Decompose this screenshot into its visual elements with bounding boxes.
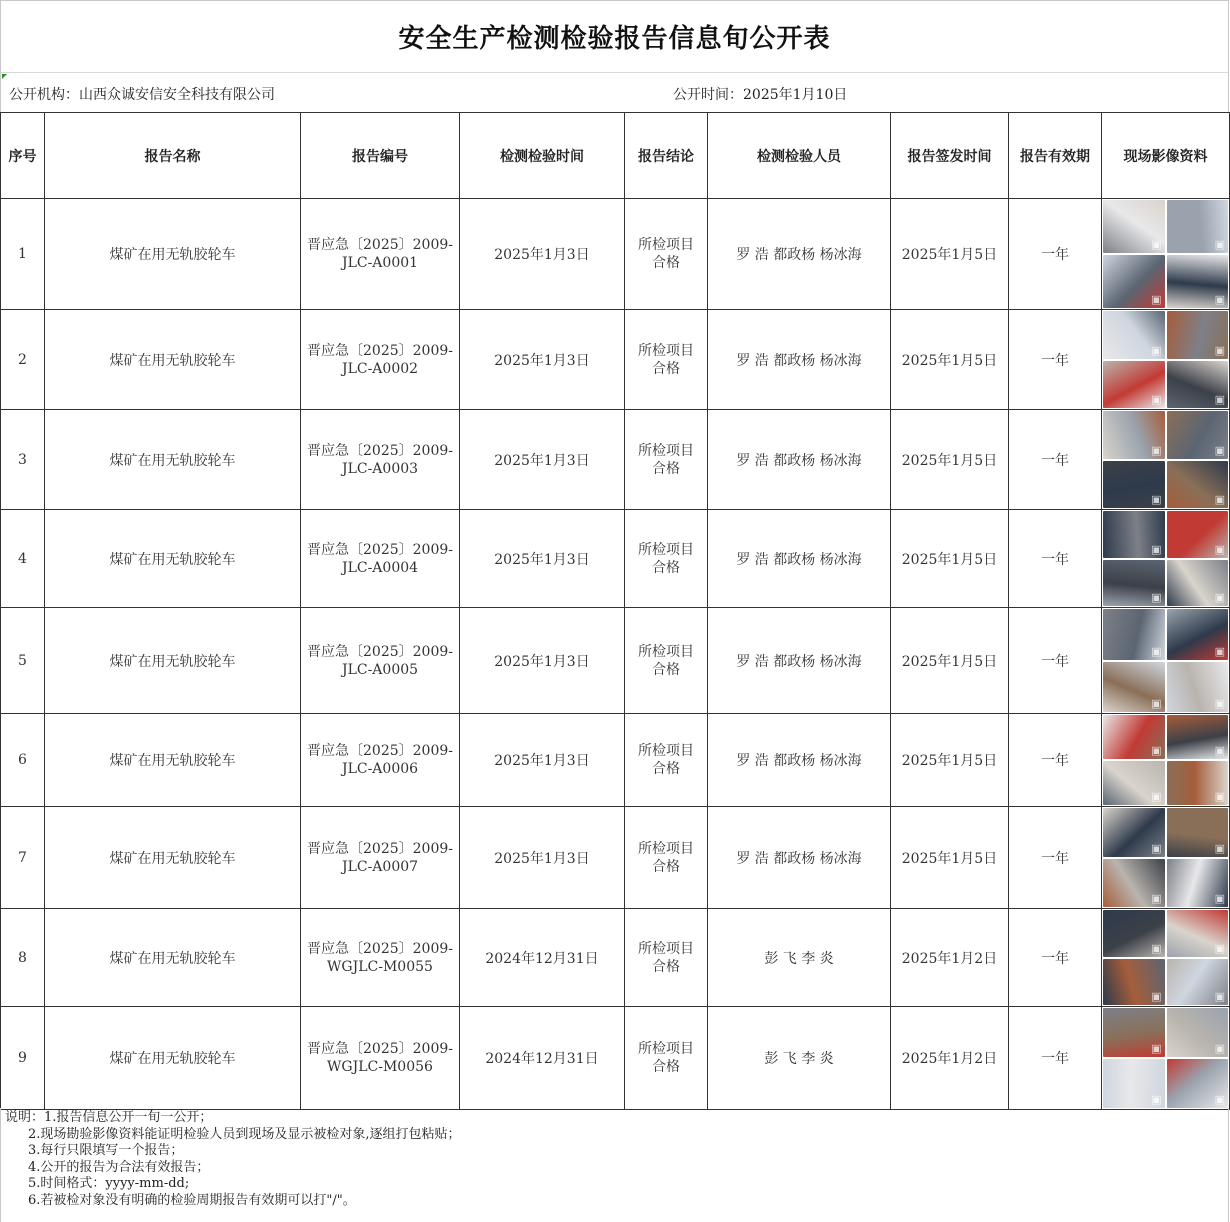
- table-row: [1, 410, 1230, 510]
- conclusion-line-1: 所检项目: [638, 342, 694, 359]
- report-code-line-1: 晋应急〔2025〕2009-: [307, 743, 453, 759]
- row-no: 6: [1, 714, 45, 807]
- site-photo[interactable]: [1167, 959, 1229, 1006]
- row-conclusion: [625, 410, 708, 510]
- row-photos: [1102, 714, 1230, 807]
- photo-icon: ▣: [1214, 892, 1225, 905]
- publish-time-label: 公开时间：: [673, 87, 743, 103]
- conclusion-line-2: 合格: [652, 858, 680, 875]
- table-header-row: [1, 113, 1230, 199]
- site-photo[interactable]: [1167, 411, 1229, 459]
- report-code-line-1: 晋应急〔2025〕2009-: [307, 1041, 453, 1057]
- photo-icon: ▣: [1151, 1042, 1162, 1055]
- conclusion-line-2: 合格: [652, 958, 680, 975]
- photo-icon: ▣: [1151, 892, 1162, 905]
- note-line: 3.每行只限填写一个报告；: [28, 1143, 184, 1158]
- photo-icon: ▣: [1151, 644, 1162, 658]
- row-report-code: [301, 199, 460, 310]
- conclusion-line-2: 合格: [652, 1059, 680, 1075]
- row-report-name: 煤矿在用无轨胶轮车: [45, 510, 301, 608]
- row-report-name: 煤矿在用无轨胶轮车: [45, 199, 301, 310]
- row-validity: 一年: [1009, 1007, 1102, 1110]
- publish-org-name: 山西众诚安信安全科技有限公司: [79, 87, 275, 103]
- row-issue-date: 2025年1月2日: [891, 1007, 1009, 1110]
- site-photo[interactable]: [1103, 808, 1165, 857]
- row-report-code: [301, 1007, 460, 1110]
- site-photo[interactable]: [1103, 662, 1165, 713]
- conclusion-line-1: 所检项目: [638, 940, 694, 957]
- photo-collage: [1102, 714, 1229, 806]
- conclusion-line-1: 所检项目: [638, 442, 694, 459]
- site-photo[interactable]: [1103, 511, 1165, 558]
- row-photos: [1102, 310, 1230, 410]
- photo-icon: ▣: [1214, 393, 1225, 406]
- row-no: 7: [1, 807, 45, 909]
- conclusion-line-1: 所检项目: [638, 237, 694, 253]
- row-report-code: [301, 909, 460, 1007]
- photo-icon: ▣: [1214, 1042, 1225, 1055]
- report-code-line-2: JLC-A0006: [341, 761, 419, 777]
- note-line: 6.若被检对象没有明确的检验周期报告有效期可以打"/"。: [28, 1192, 356, 1208]
- table-row: [1, 714, 1230, 807]
- report-code-line-1: 晋应急〔2025〕2009-: [307, 442, 453, 459]
- site-photo[interactable]: [1103, 959, 1165, 1006]
- report-code-line-1: 晋应急〔2025〕2009-: [307, 940, 453, 957]
- site-photo[interactable]: [1103, 761, 1165, 805]
- photo-icon: ▣: [1151, 591, 1162, 604]
- note-line: 4.公开的报告为合法有效报告；: [28, 1159, 210, 1175]
- row-no: 9: [1, 1007, 45, 1110]
- row-test-date: 2025年1月3日: [460, 310, 625, 410]
- row-report-name: 煤矿在用无轨胶轮车: [45, 608, 301, 714]
- row-test-date: 2025年1月3日: [460, 714, 625, 807]
- row-photos: [1102, 410, 1230, 510]
- site-photo[interactable]: [1167, 609, 1229, 660]
- row-photos: [1102, 608, 1230, 714]
- row-report-code: [301, 510, 460, 608]
- conclusion-line-2: 合格: [652, 460, 680, 477]
- row-photos: [1102, 909, 1230, 1007]
- photo-icon: ▣: [1151, 744, 1162, 757]
- note-line: 2.现场勘验影像资料能证明检验人员到现场及显示被检对象,逐组打包粘贴；: [28, 1126, 461, 1142]
- photo-collage: [1102, 909, 1229, 1006]
- row-conclusion: [625, 510, 708, 608]
- row-no: 2: [1, 310, 45, 410]
- conclusion-line-1: 所检项目: [638, 541, 694, 558]
- photo-icon: ▣: [1214, 591, 1225, 604]
- row-validity: 一年: [1009, 608, 1102, 714]
- site-photo[interactable]: [1167, 910, 1229, 957]
- row-inspectors: 罗 浩 都政杨 杨冰海: [708, 807, 891, 909]
- header-conclusion: 报告结论: [625, 113, 708, 199]
- photo-icon: ▣: [1214, 990, 1225, 1003]
- photo-icon: ▣: [1214, 790, 1225, 803]
- site-photo[interactable]: [1103, 609, 1165, 660]
- photo-icon: ▣: [1151, 293, 1162, 306]
- table-row: [1, 807, 1230, 909]
- photo-icon: ▣: [1214, 443, 1225, 457]
- row-validity: 一年: [1009, 410, 1102, 510]
- conclusion-line-2: 合格: [652, 255, 680, 271]
- cell-comment-marker: [2, 74, 7, 79]
- report-code-line-1: 晋应急〔2025〕2009-: [307, 643, 453, 660]
- row-report-name: 煤矿在用无轨胶轮车: [45, 310, 301, 410]
- row-report-name: 煤矿在用无轨胶轮车: [45, 410, 301, 510]
- page-title: 安全生产检测检验报告信息旬公开表: [398, 24, 831, 54]
- report-table: [0, 112, 1230, 1110]
- photo-icon: ▣: [1151, 542, 1162, 556]
- row-issue-date: 2025年1月2日: [891, 909, 1009, 1007]
- photo-icon: ▣: [1214, 293, 1225, 306]
- photo-collage: [1102, 608, 1229, 713]
- site-photo[interactable]: [1103, 311, 1165, 359]
- row-photos: [1102, 1007, 1230, 1110]
- row-inspectors: 罗 浩 都政杨 杨冰海: [708, 608, 891, 714]
- row-photos: [1102, 510, 1230, 608]
- row-validity: 一年: [1009, 714, 1102, 807]
- row-conclusion: [625, 608, 708, 714]
- site-photo[interactable]: [1167, 761, 1229, 805]
- table-row: [1, 310, 1230, 410]
- header-report-name: 报告名称: [45, 113, 301, 199]
- photo-collage: [1102, 807, 1229, 908]
- note-line: 5.时间格式：yyyy-mm-dd;: [28, 1176, 190, 1191]
- site-photo[interactable]: [1103, 1059, 1165, 1108]
- publish-time: [673, 84, 847, 104]
- photo-collage: [1102, 199, 1229, 309]
- row-report-code: [301, 410, 460, 510]
- site-photo[interactable]: [1103, 361, 1165, 409]
- title-bar: [0, 0, 1229, 72]
- table-row: [1, 608, 1230, 714]
- photo-icon: ▣: [1151, 343, 1162, 357]
- row-inspectors: 罗 浩 都政杨 杨冰海: [708, 199, 891, 310]
- row-test-date: 2024年12月31日: [460, 909, 625, 1007]
- report-code-line-2: WGJLC-M0055: [327, 958, 433, 975]
- photo-icon: ▣: [1151, 1093, 1162, 1106]
- report-code-line-2: JLC-A0005: [341, 661, 419, 678]
- row-issue-date: 2025年1月5日: [891, 410, 1009, 510]
- photo-icon: ▣: [1214, 697, 1225, 710]
- photo-icon: ▣: [1214, 238, 1225, 251]
- photo-icon: ▣: [1214, 542, 1225, 556]
- photo-icon: ▣: [1151, 941, 1162, 955]
- row-validity: 一年: [1009, 909, 1102, 1007]
- conclusion-line-1: 所检项目: [638, 840, 694, 857]
- site-photo[interactable]: [1103, 910, 1165, 957]
- row-inspectors: 罗 浩 都政杨 杨冰海: [708, 714, 891, 807]
- row-inspectors: 罗 浩 都政杨 杨冰海: [708, 310, 891, 410]
- header-test-date: 检测检验时间: [460, 113, 625, 199]
- publish-time-value: 2025年1月10日: [743, 87, 848, 103]
- site-photo[interactable]: [1103, 859, 1165, 908]
- row-validity: 一年: [1009, 510, 1102, 608]
- row-test-date: 2025年1月3日: [460, 410, 625, 510]
- row-conclusion: [625, 1007, 708, 1110]
- header-validity: 报告有效期: [1009, 113, 1102, 199]
- site-photo[interactable]: [1167, 859, 1229, 908]
- site-photo[interactable]: [1103, 1008, 1165, 1057]
- row-conclusion: [625, 909, 708, 1007]
- row-report-code: [301, 608, 460, 714]
- photo-collage: [1102, 1007, 1229, 1109]
- row-issue-date: 2025年1月5日: [891, 310, 1009, 410]
- photo-icon: ▣: [1214, 941, 1225, 955]
- site-photo[interactable]: [1167, 461, 1229, 509]
- row-no: 5: [1, 608, 45, 714]
- row-test-date: 2024年12月31日: [460, 1007, 625, 1110]
- conclusion-line-1: 所检项目: [638, 743, 694, 759]
- photo-icon: ▣: [1214, 744, 1225, 757]
- conclusion-line-2: 合格: [652, 360, 680, 377]
- conclusion-line-1: 所检项目: [638, 643, 694, 660]
- site-photo[interactable]: [1167, 662, 1229, 713]
- row-conclusion: [625, 714, 708, 807]
- report-code-line-2: WGJLC-M0056: [327, 1059, 433, 1075]
- table-row: [1, 510, 1230, 608]
- row-conclusion: [625, 807, 708, 909]
- row-report-name: 煤矿在用无轨胶轮车: [45, 807, 301, 909]
- photo-collage: [1102, 510, 1229, 607]
- row-inspectors: 罗 浩 都政杨 杨冰海: [708, 510, 891, 608]
- row-no: 1: [1, 199, 45, 310]
- report-code-line-2: JLC-A0001: [341, 255, 419, 271]
- photo-icon: ▣: [1214, 493, 1225, 506]
- row-report-code: [301, 310, 460, 410]
- row-report-code: [301, 714, 460, 807]
- row-issue-date: 2025年1月5日: [891, 510, 1009, 608]
- site-photo[interactable]: [1167, 808, 1229, 857]
- info-bar: [0, 72, 1229, 112]
- report-code-line-2: JLC-A0004: [341, 559, 419, 576]
- row-test-date: 2025年1月3日: [460, 608, 625, 714]
- row-inspectors: 彭 飞 李 炎: [708, 1007, 891, 1110]
- row-test-date: 2025年1月3日: [460, 807, 625, 909]
- photo-icon: ▣: [1151, 841, 1162, 855]
- site-photo[interactable]: [1103, 411, 1165, 459]
- table-row: [1, 199, 1230, 310]
- photo-icon: ▣: [1214, 1093, 1225, 1106]
- header-no: 序号: [1, 113, 45, 199]
- publish-org: [9, 84, 275, 104]
- row-issue-date: 2025年1月5日: [891, 714, 1009, 807]
- row-inspectors: 彭 飞 李 炎: [708, 909, 891, 1007]
- header-inspectors: 检测检验人员: [708, 113, 891, 199]
- row-inspectors: 罗 浩 都政杨 杨冰海: [708, 410, 891, 510]
- row-report-name: 煤矿在用无轨胶轮车: [45, 1007, 301, 1110]
- site-photo[interactable]: [1103, 715, 1165, 759]
- report-code-line-1: 晋应急〔2025〕2009-: [307, 342, 453, 359]
- row-no: 3: [1, 410, 45, 510]
- row-photos: [1102, 199, 1230, 310]
- header-report-code: 报告编号: [301, 113, 460, 199]
- site-photo[interactable]: [1167, 255, 1229, 308]
- site-photo[interactable]: [1167, 1059, 1229, 1108]
- site-photo[interactable]: [1167, 560, 1229, 607]
- report-code-line-2: JLC-A0007: [341, 858, 419, 875]
- row-no: 4: [1, 510, 45, 608]
- row-conclusion: [625, 199, 708, 310]
- row-validity: 一年: [1009, 807, 1102, 909]
- row-issue-date: 2025年1月5日: [891, 608, 1009, 714]
- photo-icon: ▣: [1151, 493, 1162, 506]
- table-row: [1, 1007, 1230, 1110]
- photo-icon: ▣: [1151, 443, 1162, 457]
- photo-icon: ▣: [1151, 790, 1162, 803]
- site-photo[interactable]: [1167, 1008, 1229, 1057]
- site-photo[interactable]: [1103, 461, 1165, 509]
- photo-icon: ▣: [1214, 343, 1225, 357]
- header-photos: 现场影像资料: [1102, 113, 1230, 199]
- photo-collage: [1102, 410, 1229, 509]
- row-report-name: 煤矿在用无轨胶轮车: [45, 909, 301, 1007]
- photo-icon: ▣: [1151, 393, 1162, 406]
- report-code-line-1: 晋应急〔2025〕2009-: [307, 840, 453, 857]
- site-photo[interactable]: [1103, 200, 1165, 253]
- conclusion-line-2: 合格: [652, 761, 680, 777]
- report-code-line-2: JLC-A0003: [341, 460, 419, 477]
- row-issue-date: 2025年1月5日: [891, 199, 1009, 310]
- publish-org-label: 公开机构：: [9, 87, 79, 103]
- report-code-line-2: JLC-A0002: [341, 360, 419, 377]
- table-row: [1, 909, 1230, 1007]
- row-conclusion: [625, 310, 708, 410]
- row-report-code: [301, 807, 460, 909]
- photo-icon: ▣: [1214, 644, 1225, 658]
- row-no: 8: [1, 909, 45, 1007]
- note-line: 说明：1.报告信息公开一旬一公开；: [5, 1110, 213, 1125]
- row-report-name: 煤矿在用无轨胶轮车: [45, 714, 301, 807]
- report-code-line-1: 晋应急〔2025〕2009-: [307, 237, 453, 253]
- row-issue-date: 2025年1月5日: [891, 807, 1009, 909]
- photo-icon: ▣: [1151, 697, 1162, 710]
- report-code-line-1: 晋应急〔2025〕2009-: [307, 541, 453, 558]
- site-photo[interactable]: [1167, 200, 1229, 253]
- photo-icon: ▣: [1214, 841, 1225, 855]
- photo-icon: ▣: [1151, 238, 1162, 251]
- photo-icon: ▣: [1151, 990, 1162, 1003]
- header-issue-date: 报告签发时间: [891, 113, 1009, 199]
- site-photo[interactable]: [1103, 560, 1165, 607]
- row-photos: [1102, 807, 1230, 909]
- site-photo[interactable]: [1103, 255, 1165, 308]
- conclusion-line-1: 所检项目: [638, 1041, 694, 1057]
- site-photo[interactable]: [1167, 715, 1229, 759]
- site-photo[interactable]: [1167, 511, 1229, 558]
- row-test-date: 2025年1月3日: [460, 510, 625, 608]
- conclusion-line-2: 合格: [652, 559, 680, 576]
- site-photo[interactable]: [1167, 311, 1229, 359]
- row-validity: 一年: [1009, 310, 1102, 410]
- conclusion-line-2: 合格: [652, 661, 680, 678]
- site-photo[interactable]: [1167, 361, 1229, 409]
- row-test-date: 2025年1月3日: [460, 199, 625, 310]
- notes-block: [0, 1108, 1229, 1222]
- row-validity: 一年: [1009, 199, 1102, 310]
- photo-collage: [1102, 310, 1229, 409]
